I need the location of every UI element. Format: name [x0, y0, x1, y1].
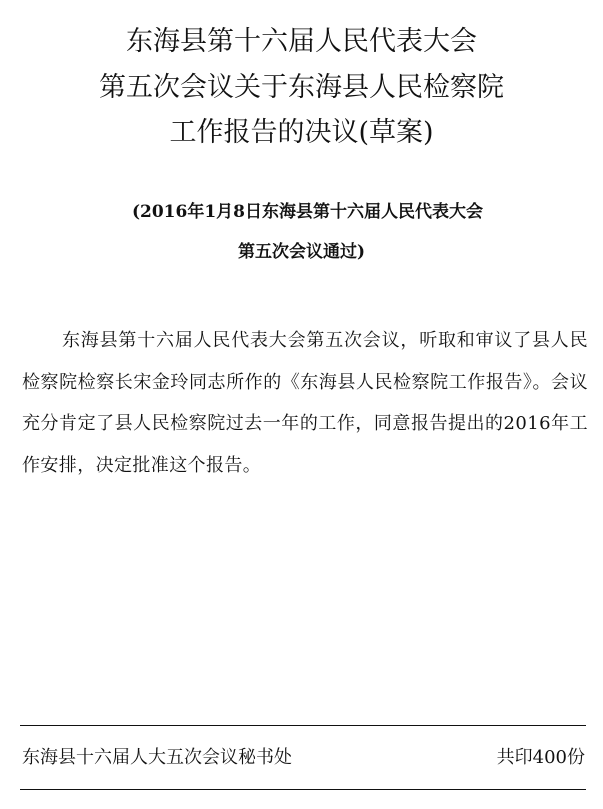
footer-copies: 共印400份: [496, 747, 585, 768]
footer-bottom-rule: [20, 789, 586, 790]
document-title-line-2: 第五次会议关于东海县人民检察院: [99, 72, 504, 103]
footer-issuer: 东海县十六届人大五次会议秘书处: [22, 747, 292, 768]
document-title-line-1: 东海县第十六届人民代表大会: [126, 26, 477, 57]
resolution-body: 东海县第十六届人民代表大会第五次会议，听取和审议了县人民检察院检察长宋金玲同志所作的《东海县人民检察院工作报告》。会议充分肯定了县人民检察院过去一年的工作，同意报告提出的2016年工作安排，决定批准这个报告。: [22, 330, 588, 476]
adoption-note-line-1: (2016年1月8日东海县第十六届人民代表大会: [131, 202, 483, 222]
document-title-line-3: 工作报告的决议(草案): [169, 117, 434, 148]
footer-top-rule: [20, 725, 586, 726]
adoption-note-line-2: 第五次会议通过): [237, 242, 366, 262]
